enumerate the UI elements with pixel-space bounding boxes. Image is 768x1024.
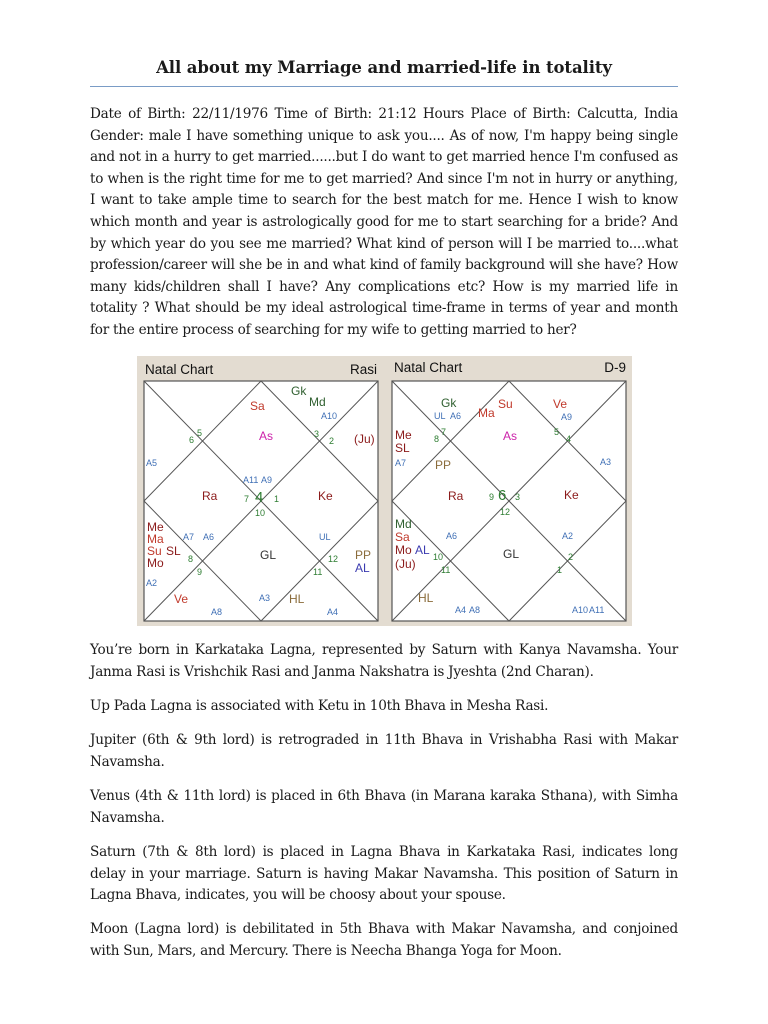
chart-label: 3 <box>515 492 521 502</box>
chart-label: Ke <box>564 488 579 502</box>
chart-label: 12 <box>500 507 511 517</box>
chart-label: A6 <box>450 411 462 421</box>
chart-label: UL <box>319 532 331 542</box>
chart-label: Md <box>395 517 412 531</box>
chart-label: 8 <box>188 554 194 564</box>
chart-label: A11 <box>589 605 605 615</box>
chart-label: Me <box>147 520 164 534</box>
chart-label: A8 <box>469 605 481 615</box>
chart-label: 10 <box>255 508 266 518</box>
chart-label: 7 <box>441 427 447 437</box>
paragraph-saturn: Saturn (7th & 8th lord) is placed in Lagna Bhava in Karkataka Rasi, indicates long delay in your marriage. Saturn is having Makar Navamsha. This position of Saturn in Lagna Bhava, indicates, you will be choosy about your spouse. <box>90 844 678 904</box>
chart-label: Ma <box>478 406 495 420</box>
chart-label: Ve <box>553 397 568 411</box>
chart-label: A11 <box>243 475 259 485</box>
chart-label: A8 <box>211 607 223 617</box>
chart-label: A2 <box>562 531 574 541</box>
chart-label: 10 <box>433 552 444 562</box>
chart-label: Ke <box>318 489 333 503</box>
chart-label: 5 <box>197 428 203 438</box>
chart-label: A9 <box>561 412 573 422</box>
chart-label: Ve <box>174 592 189 606</box>
chart-label: Ma <box>147 532 164 546</box>
chart-label: 4 <box>566 434 572 444</box>
chart-header: Natal Chart <box>394 360 463 375</box>
chart-label: 5 <box>554 427 560 437</box>
chart-label: A6 <box>446 531 458 541</box>
chart-label: UL <box>434 411 446 421</box>
chart-label: 8 <box>434 434 440 444</box>
chart-division: Rasi <box>349 362 377 377</box>
chart-label: 2 <box>329 436 335 446</box>
chart-header: Natal Chart <box>145 362 214 377</box>
chart-label: 9 <box>489 492 495 502</box>
chart-label: Gk <box>291 384 307 398</box>
chart-navamsha-drawing <box>385 356 633 626</box>
chart-label: AL <box>355 561 370 575</box>
chart-label: 6 <box>189 435 195 445</box>
chart-label: A5 <box>146 458 158 468</box>
chart-label: Mo <box>147 556 164 570</box>
chart-label: Me <box>395 428 412 442</box>
paragraph-upapada: Up Pada Lagna is associated with Ketu in 10th Bhava in Mesha Rasi. <box>90 698 549 714</box>
chart-division: D-9 <box>604 360 626 375</box>
chart-label: 4 <box>255 489 264 506</box>
chart-label: A6 <box>203 532 215 542</box>
chart-label: GL <box>503 547 520 561</box>
chart-label: 2 <box>568 552 574 562</box>
chart-label: 7 <box>244 494 250 504</box>
chart-rasi <box>137 356 385 626</box>
chart-rasi-drawing <box>137 356 385 626</box>
chart-label: A4 <box>327 607 339 617</box>
chart-label: PP <box>355 548 372 562</box>
chart-label: Md <box>309 395 326 409</box>
chart-label: GL <box>260 548 277 562</box>
chart-label: AL <box>415 543 430 557</box>
chart-label: (Ju) <box>354 432 375 446</box>
chart-label: As <box>503 429 518 443</box>
paragraph-jupiter: Jupiter (6th & 9th lord) is retrograded in 11th Bhava in Vrishabha Rasi with Makar Navamsha. <box>90 732 678 770</box>
chart-label: 3 <box>314 429 320 439</box>
paragraph-lagna: You’re born in Karkataka Lagna, represented by Saturn with Kanya Navamsha. Your Janma Rasi is Vrishchik Rasi and Janma Nakshatra is Jyeshta (2nd Charan). <box>90 642 678 680</box>
chart-label: 12 <box>328 554 339 564</box>
chart-label: 6 <box>498 487 507 504</box>
intro-paragraph: Date of Birth: 22/11/1976 Time of Birth: 21:12 Hours Place of Birth: Calcutta, India Gender: male I have something unique to ask you.... As of now, I'm happy being single and not in a hurry to get married......but I do want to get married hence I'm confused as to when is the right time for me to get married? And since I'm not in hurry or anything, I want to take ample time to search for the best match for me. Hence I wish to know which month and year is astrologically good for me to start searching for a bride? And by which year do you see me married? What kind of person will I be married to....what profession/career will she be in and what kind of family background will she have? How many kids/children shall I have? Any complications etc? How is my married life in totality ? What should be my ideal astrological time-frame in terms of year and month for the entire process of searching for my wife to getting married to her? <box>90 106 678 338</box>
chart-label: A10 <box>321 411 338 421</box>
chart-label: Mo <box>395 543 412 557</box>
chart-label: Gk <box>441 396 457 410</box>
chart-label: A7 <box>183 532 195 542</box>
chart-label: HL <box>418 591 434 605</box>
chart-label: A4 <box>455 605 467 615</box>
document-title: All about my Marriage and married-life in totality <box>156 58 612 77</box>
chart-label: A2 <box>146 578 158 588</box>
paragraph-moon: Moon (Lagna lord) is debilitated in 5th Bhava with Makar Navamsha, and conjoined with Sun, Mars, and Mercury. There is Neecha Bhanga Yoga for Moon. <box>90 921 678 959</box>
chart-label: 11 <box>313 567 323 577</box>
chart-label: SL <box>395 441 410 455</box>
chart-label: A3 <box>600 457 612 467</box>
chart-label: Ra <box>448 489 464 503</box>
chart-label: A3 <box>259 593 271 603</box>
chart-label: 1 <box>274 494 280 504</box>
chart-label: Sa <box>395 530 410 544</box>
chart-label: Sa <box>250 399 265 413</box>
chart-label: SL <box>166 544 181 558</box>
chart-label: Ra <box>202 489 218 503</box>
natal-charts <box>137 356 632 626</box>
chart-label: A7 <box>395 458 407 468</box>
chart-label: 1 <box>557 565 563 575</box>
chart-label: A10 <box>572 605 589 615</box>
chart-label: 9 <box>197 567 203 577</box>
chart-label: As <box>259 429 274 443</box>
chart-navamsha <box>385 356 633 626</box>
title-underline <box>90 86 678 87</box>
chart-label: PP <box>435 458 452 472</box>
chart-label: Su <box>147 544 162 558</box>
chart-label: (Ju) <box>395 557 416 571</box>
chart-label: 11 <box>441 565 451 575</box>
paragraph-venus: Venus (4th & 11th lord) is placed in 6th Bhava (in Marana karaka Sthana), with Simha Navamsha. <box>90 788 678 826</box>
chart-label: HL <box>289 592 305 606</box>
chart-label: Su <box>498 397 513 411</box>
chart-label: A9 <box>261 475 273 485</box>
